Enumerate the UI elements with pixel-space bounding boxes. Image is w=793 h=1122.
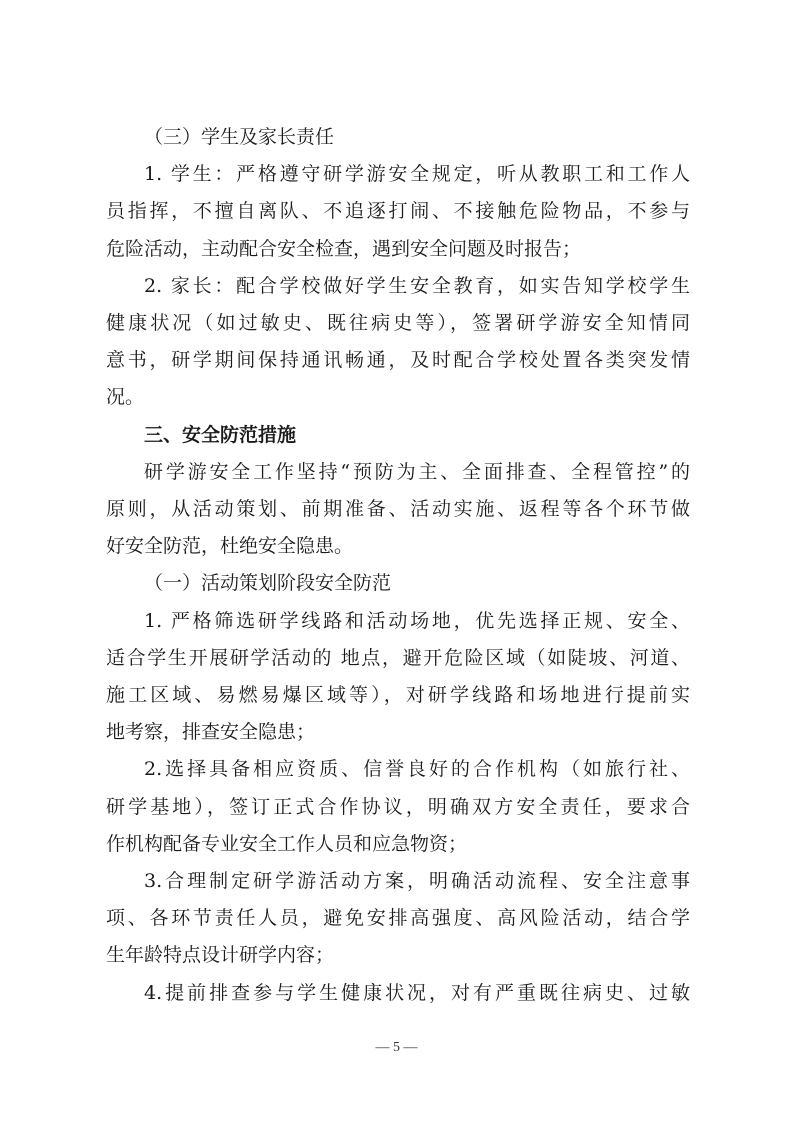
- section-heading-students-parents: （三）学生及家长责任: [144, 126, 335, 148]
- paragraph-line: 项、各环节责任人员，避免安排高强度、高风险活动，结合学: [106, 907, 690, 929]
- paragraph-line: 好安全防范，杜绝安全隐患。: [106, 535, 354, 557]
- section-heading-planning-stage: （一）活动策划阶段安全防范: [144, 572, 392, 594]
- paragraph-line: 1. 学生：严格遵守研学游安全规定，听从教职工和工作人: [144, 163, 690, 185]
- paragraph-line: 2.选择具备相应资质、信誉良好的合作机构（如旅行社、: [144, 758, 690, 780]
- page-number: — 5 —: [375, 1040, 418, 1055]
- paragraph-line: 适合学生开展研学活动的 地点，避开危险区域（如陡坡、河道、: [106, 647, 690, 669]
- paragraph-line: 研学基地），签订正式合作协议，明确双方安全责任，要求合: [106, 796, 690, 818]
- paragraph-line: 3.合理制定研学游活动方案，明确活动流程、安全注意事: [144, 870, 690, 892]
- paragraph-line: 研学游安全工作坚持“预防为主、全面排查、全程管控”的: [144, 461, 690, 483]
- section-heading-safety-measures: 三、安全防范措施: [144, 424, 297, 446]
- paragraph-line: 原则，从活动策划、前期准备、活动实施、返程等各个环节做: [106, 498, 690, 520]
- paragraph-line: 1. 严格筛选研学线路和活动场地，优先选择正规、安全、: [144, 610, 690, 632]
- paragraph-line: 员指挥，不擅自离队、不追逐打闹、不接触危险物品，不参与: [106, 200, 690, 222]
- paragraph-line: 作机构配备专业安全工作人员和应急物资；: [106, 833, 468, 855]
- paragraph-line: 地考察，排查安全隐患；: [106, 721, 316, 743]
- paragraph-line: 危险活动，主动配合安全检查，遇到安全问题及时报告；: [106, 238, 582, 260]
- paragraph-line: 生年龄特点设计研学内容；: [106, 944, 335, 966]
- paragraph-line: 4.提前排查参与学生健康状况，对有严重既往病史、过敏: [144, 982, 690, 1004]
- paragraph-line: 施工区域、易燃易爆区域等），对研学线路和场地进行提前实: [106, 684, 690, 706]
- paragraph-line: 况。: [106, 386, 145, 408]
- paragraph-line: 2. 家长：配合学校做好学生安全教育，如实告知学校学生: [144, 275, 690, 297]
- paragraph-line: 健康状况（如过敏史、既往病史等），签署研学游安全知情同: [106, 312, 690, 334]
- paragraph-line: 意书，研学期间保持通讯畅通，及时配合学校处置各类突发情: [106, 349, 690, 371]
